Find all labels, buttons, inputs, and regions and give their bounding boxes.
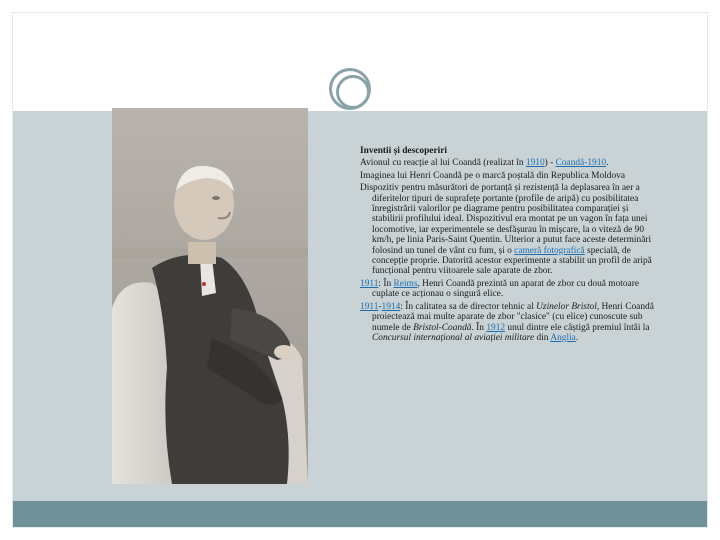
text-segment: : În calitatea sa de director tehnic al xyxy=(400,301,537,312)
text-segment: , Henri Coandă proiectează mai multe aparate de zbor "clasice" (cu elice) cunoscute sub numele de xyxy=(372,301,654,333)
link-year-1914[interactable]: 1914 xyxy=(381,301,401,312)
text-segment: . xyxy=(606,158,609,169)
text-segment: Dispozitiv pentru măsurători de portanță și rezistență la deplasarea în aer a diferitelor tipuri de suprafețe portante (profile de aripă) cu posibilitatea înregistrării valorilor pe diagrame pentru posibilitatea comparației și stabilirii profilului ideal. Dispozitivul era montat pe un vagon în fața unei locomotive, iar experimentele se desfășurau în mișcare, la o viteză de 90 km/h, pe linia Paris-Saint Quentin. Ulterior a putut face aceste determinări folosind un tunel de vânt cu fum, și o xyxy=(360,183,652,256)
double-ring-icon xyxy=(329,68,371,110)
text-segment: . xyxy=(575,332,579,343)
portrait-photo xyxy=(112,108,308,484)
link-year-1912[interactable]: 1912 xyxy=(486,322,506,333)
section-title: Inventii și descoperiri xyxy=(360,146,447,156)
slide-text xyxy=(360,146,658,345)
link-coanda-1910[interactable]: Coandă-1910 xyxy=(555,158,607,169)
paragraph-device xyxy=(360,183,658,277)
italic-contest: Concursul internațional al aviației militare xyxy=(372,332,535,343)
text-segment: ) - xyxy=(544,158,556,169)
text-segment: . În xyxy=(471,322,487,333)
text-segment: : În xyxy=(378,278,394,289)
text-segment: specială, de concepție proprie. Datorită acestor experimente a stabilit un profil de aripă funcțional pentru viitoarele sale aparate de zbor. xyxy=(372,245,652,277)
text-segment: din xyxy=(534,332,551,343)
text-segment: , Henri Coandă prezintă un aparat de zbor cu două motoare cuplate ce acționau o singură elice. xyxy=(372,278,640,300)
link-year-1911[interactable]: 1911 xyxy=(360,278,379,289)
link-year-1910[interactable]: 1910 xyxy=(525,158,545,169)
link-reims[interactable]: Reims xyxy=(393,278,418,289)
italic-company: Uzinelor Bristol xyxy=(536,301,597,312)
link-camera[interactable]: cameră fotografică xyxy=(514,245,585,256)
paragraph-1911-1914 xyxy=(360,302,658,344)
italic-model: Bristol-Coandă xyxy=(413,322,472,333)
paragraph-jet-plane xyxy=(360,158,658,168)
link-anglia[interactable]: Anglia xyxy=(550,332,576,343)
link-year-1911b[interactable]: 1911 xyxy=(360,301,379,312)
text-segment: unul dintre ele câștigă premiul întâi la xyxy=(505,322,650,333)
text-segment: - xyxy=(378,301,382,312)
paragraph-stamp: Imaginea lui Henri Coandă pe o marcă poștală din Republica Moldova xyxy=(360,170,626,181)
text-segment: Avionul cu reacție al lui Coandă (realizat în xyxy=(360,158,526,169)
slide-footer-bar xyxy=(13,501,707,527)
paragraph-1911 xyxy=(360,279,658,300)
